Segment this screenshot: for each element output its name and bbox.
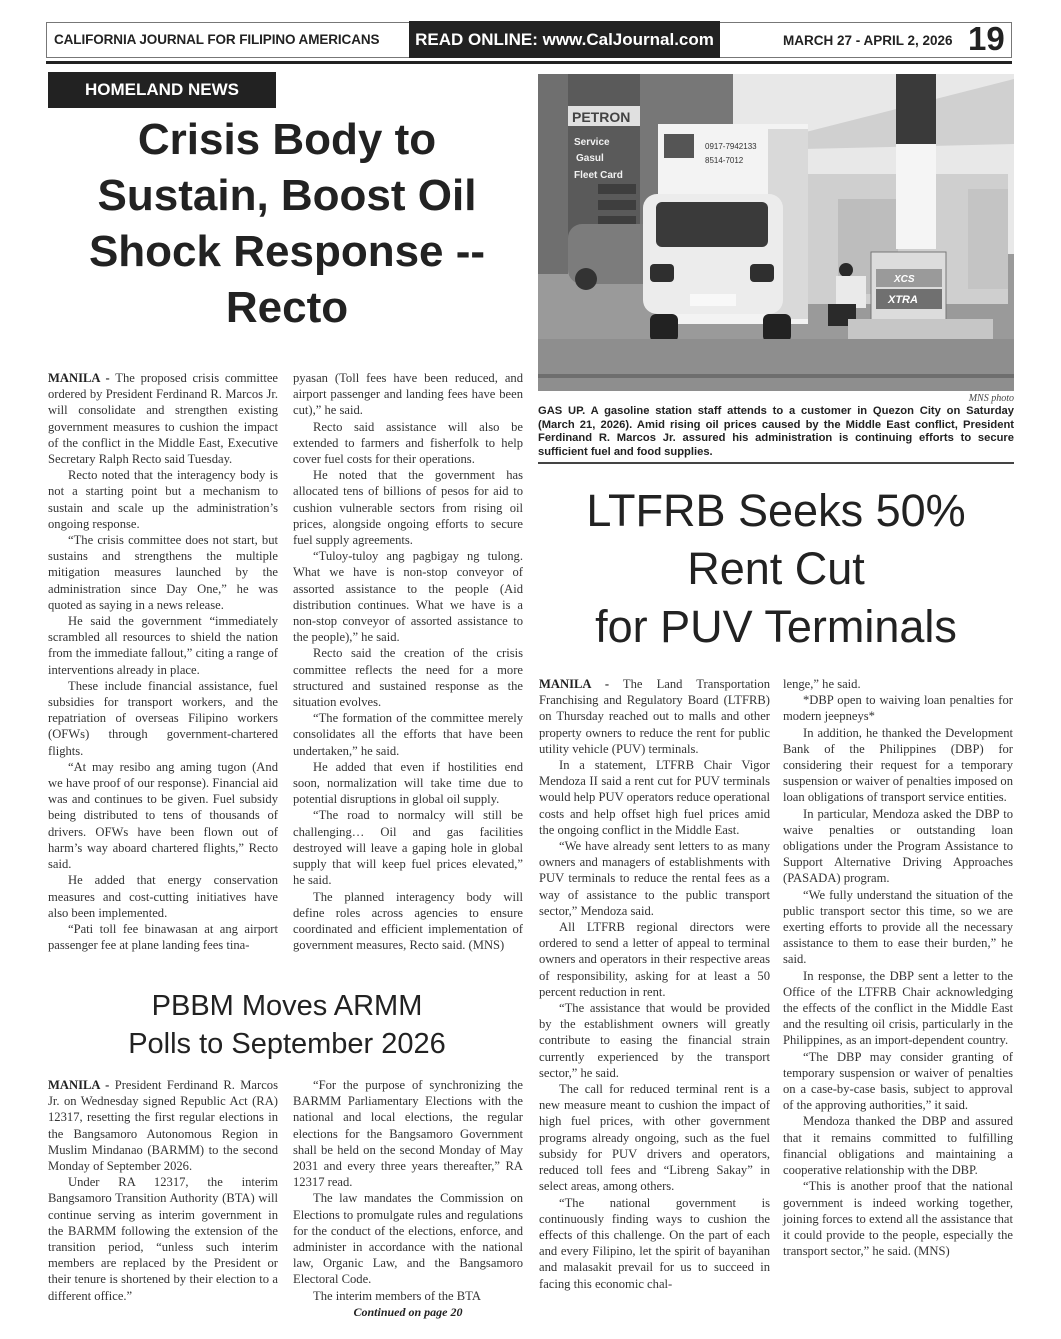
article1-paragraph: “Pati toll fee binawasan at ang airport passenger fee at plane landing fees tina- bbox=[48, 921, 278, 953]
article2-paragraph: In a statement, LTFRB Chair Vigor Mendoza II said a rent cut for PUV terminals would help PUV operators reduce operational costs and help offset high fuel prices amid the ongoing conflict in the Middle East. bbox=[539, 758, 770, 837]
article2-headline-line: Rent Cut bbox=[687, 543, 865, 595]
article2-paragraph: In particular, Mendoza asked the DBP to waive penalties or outstanding loan obligations under the Program Assistance to Support Alternative Driving Approaches (PASADA) program. bbox=[783, 806, 1013, 886]
petron-sign bbox=[568, 74, 640, 244]
dateline: MANILA - bbox=[48, 371, 110, 385]
svg-text:0917-7942133: 0917-7942133 bbox=[705, 142, 757, 151]
article3-headline bbox=[48, 988, 526, 1063]
article1-paragraph: “At may resibo ang aming tugon (And we have proof of our response). Financial aid was and continues to be given. Fuel subsidy being distributed to tens of thousands of drivers. OFWs have been flown out of harm’s way aboard chartered flights,” Recto said. bbox=[48, 759, 278, 872]
article2-paragraph: “We fully understand the situation of the public transport sector this time, so we are exerting efforts to provide all the necessary assistance to them to ease their burden,” he said. bbox=[783, 887, 1013, 967]
article2-column-2 bbox=[783, 676, 1013, 1259]
article3-column-2 bbox=[293, 1077, 523, 1320]
dateline: MANILA - bbox=[48, 1078, 110, 1092]
article2-column-1 bbox=[539, 676, 770, 1292]
article3-paragraph: The law mandates the Commission on Elections to promulgate rules and regulations for the conduct of the elections, enforce, and administer in accordance with the national law, Organic Law, and the Bangsamoro Electoral Code. bbox=[293, 1191, 523, 1287]
issue-date: MARCH 27 - APRIL 2, 2026 bbox=[783, 33, 953, 48]
svg-text:XCS: XCS bbox=[894, 274, 915, 285]
page-number: 19 bbox=[968, 20, 1005, 57]
article1-paragraph: Recto said the creation of the crisis committee reflects the need for a more structured and sustained response as the situation evolves. bbox=[293, 646, 523, 710]
read-online-link[interactable]: READ ONLINE: www.CalJournal.com bbox=[409, 21, 720, 58]
article1-paragraph: He said the government “immediately scrambled all resources to shield the nation from the immediate fallout,” citing a range of interventions already in place. bbox=[48, 614, 278, 677]
news-photo bbox=[538, 74, 1014, 391]
photo-credit: MNS photo bbox=[968, 393, 1014, 404]
article2-headline-line: for PUV Terminals bbox=[595, 601, 957, 653]
article1-paragraph: He added that energy conservation measures and cost-cutting initiatives have also been implemented. bbox=[48, 873, 278, 920]
section-label: HOMELAND NEWS bbox=[48, 72, 276, 108]
article3-column-1 bbox=[48, 1077, 278, 1304]
delivery-truck bbox=[643, 124, 808, 342]
article1-paragraph: pyasan (Toll fees have been reduced, and airport passenger and landing fees have been cut),” he said. bbox=[293, 371, 523, 418]
article3-headline-line: Polls to September 2026 bbox=[128, 1027, 446, 1060]
article1-paragraph: These include financial assistance, fuel subsidies for transport workers, and the repatriation of overseas Filipino workers (OFWs) through government-chartered flights. bbox=[48, 678, 278, 758]
photo-caption: GAS UP. A gasoline station staff attends to a customer in Quezon City on Saturday (March 21, 2026). Amid rising oil prices caused by the Middle East conflict, President Ferdinand R. Marcos Jr. assured his administration is continuing efforts to secure sufficient fuel and food supplies. bbox=[538, 405, 1014, 459]
article1-paragraph: “The crisis committee does not start, but sustains and strengthens the multiple mitigation measures launched by the administration since Day One,” he was quoted as saying in a news release. bbox=[48, 533, 278, 612]
article1-paragraph: Recto said assistance will also be extended to farmers and fisherfolk to help cover fuel costs for their operations. bbox=[293, 419, 523, 467]
svg-text:Gasul: Gasul bbox=[576, 153, 604, 164]
article2-paragraph: In response, the DBP sent a letter to the Office of the LTFRB Chair acknowledging the effects of the conflict in the Middle East and the resulting oil crisis, particularly in the Philippines, as an import-dependent country. bbox=[783, 968, 1013, 1048]
svg-text:XTRA: XTRA bbox=[888, 294, 918, 306]
article1-column-2 bbox=[293, 370, 523, 953]
article3-paragraph: MANILA - President Ferdinand R. Marcos Jr. on Wednesday signed Republic Act (RA) 12317, resetting the first regular elections in the Bangsamoro Autonomous Region in Muslim Mindanao (BARMM) to the second Monday of September 2026. bbox=[48, 1078, 278, 1174]
article2-paragraph: “We have already sent letters to as many owners and managers of establishments with PUV terminals to reduce the rental fees as a way of assistance to the public transport sector,” Mendoza said. bbox=[539, 839, 770, 918]
continued-link[interactable]: Continued on page 20 bbox=[353, 1304, 463, 1319]
article1-paragraph: Recto noted that the interagency body is not a starting point but a mechanism to sustain and scale up the administration’s ongoing response. bbox=[48, 468, 278, 531]
article1-paragraph: MANILA - The proposed crisis committee ordered by President Ferdinand R. Marcos Jr. will consolidate and strengthen existing government measures to cushion the impact of the conflict in the Middle East, Executive Secretary Ralph Recto said Tuesday. bbox=[48, 371, 279, 467]
article3-paragraph: Under RA 12317, the interim Bangsamoro Transition Authority (BTA) will continue serving as interim government in the BARMM following the extension of the transition period, “unless such interim members are replaced by the President or their tenure is shortened by their election to a different office.” bbox=[48, 1175, 278, 1303]
article1-paragraph: He noted that the government has allocated tens of billions of pesos for aid to cushion vulnerable sectors from rising oil prices, alongside ongoing efforts to secure fuel supply agreements. bbox=[293, 468, 523, 548]
article1-column-1 bbox=[48, 370, 278, 953]
article2-paragraph: lenge,” he said. bbox=[783, 677, 861, 691]
article1-paragraph: The planned interagency body will define roles across agencies to ensure coordinated and efficient implementation of government measures, Recto said. (MNS) bbox=[293, 889, 523, 953]
article3-paragraph: “For the purpose of synchronizing the BARMM Parliamentary Elections with the national and local elections, the regular elections for the Bangsamoro Government shall be held on the second Monday of May 2031 and every three years thereafter,” RA 12317 read. bbox=[293, 1078, 523, 1190]
svg-text:Fleet Card: Fleet Card bbox=[574, 170, 623, 181]
article2-paragraph: “The DBP may consider granting of temporary suspension or waiver of penalties on a case-by-case basis, subject to approval of the approving authorities,” it said. bbox=[783, 1049, 1013, 1113]
article3-headline-line: PBBM Moves ARMM bbox=[151, 990, 423, 1022]
article2-headline bbox=[538, 482, 1014, 656]
article1-paragraph: “The formation of the committee merely consolidates all the efforts that have been undertaken,” he said. bbox=[293, 711, 523, 758]
article2-subhead: *DBP open to waiving loan penalties for modern jeepneys* bbox=[783, 693, 1013, 724]
svg-text:8514-7012: 8514-7012 bbox=[705, 156, 744, 165]
article2-paragraph: All LTFRB regional directors were ordered to send a letter of appeal to terminal owners and operators in their respective areas of responsibility, asking for at least a 50 percent reduction in rent. bbox=[539, 920, 770, 999]
article1-paragraph: “Tuloy-tuloy ang pagbigay ng tulong. What we have is non-stop conveyor of assorted assistance to the people (Aid distribution continues. What we have is a non-stop conveyor of assorted assistance to the people),” he said. bbox=[293, 549, 523, 645]
article1-paragraph: He added that even if hostilities end soon, normalization will take time due to potential disruptions in global oil supply. bbox=[293, 759, 523, 807]
article2-paragraph: In addition, he thanked the Development Bank of the Philippines (DBP) for considering their request for a temporary suspension or waiver of penalties imposed on loan obligations of transport service entities. bbox=[783, 725, 1013, 805]
masthead-divider bbox=[46, 61, 1012, 64]
publication-name: CALIFORNIA JOURNAL FOR FILIPINO AMERICANS bbox=[54, 32, 380, 47]
article2-paragraph: Mendoza thanked the DBP and assured that it remains committed to fulfilling financial obligations and maintaining a cooperative relationship with the DBP. bbox=[783, 1114, 1013, 1178]
article2-paragraph: “The assistance that would be provided by the establishment owners will greatly contribute to easing the financial strain currently experienced by the transport sector,” he said. bbox=[539, 1001, 770, 1080]
article1-headline: Crisis Body to Sustain, Boost Oil Shock Response -- Recto bbox=[88, 115, 486, 332]
article2-paragraph: “The national government is continuously finding ways to cushion the effects of this challenge. On the part of each and every Filipino, let the spirit of bayanihan and malasakit prevail for us to succeed in facing this economic chal- bbox=[539, 1195, 770, 1291]
svg-text:PETRON: PETRON bbox=[572, 109, 631, 125]
article2-paragraph: “This is another proof that the national government is indeed working together, joining forces to extend all the assistance that it could provide to the people, especially the transport sector,” he said. (MNS) bbox=[783, 1179, 1013, 1259]
article2-headline-line: LTFRB Seeks 50% bbox=[586, 485, 966, 536]
svg-text:Service: Service bbox=[574, 137, 610, 148]
article2-paragraph: MANILA - The Land Transportation Franchising and Regulatory Board (LTFRB) on Thursday reached out to malls and other property owners to reduce the rent for public utility vehicle (PUV) terminals. bbox=[539, 677, 771, 756]
caption-divider bbox=[538, 462, 1014, 464]
dateline: MANILA - bbox=[539, 677, 610, 691]
article3-paragraph: The interim members of the BTA bbox=[313, 1288, 481, 1303]
article1-paragraph: “The road to normalcy will still be challenging… Oil and gas facilities destroyed will leave a gaping hole in global supply that will keep fuel prices elevated,” he said. bbox=[293, 808, 523, 888]
article2-paragraph: The call for reduced terminal rent is a new measure meant to cushion the impact of high fuel prices, with other government programs already ongoing, such as the fuel subsidy for PUV drivers and operators, reduced toll fees and “Libreng Sakay” in select areas, among others. bbox=[539, 1082, 770, 1194]
